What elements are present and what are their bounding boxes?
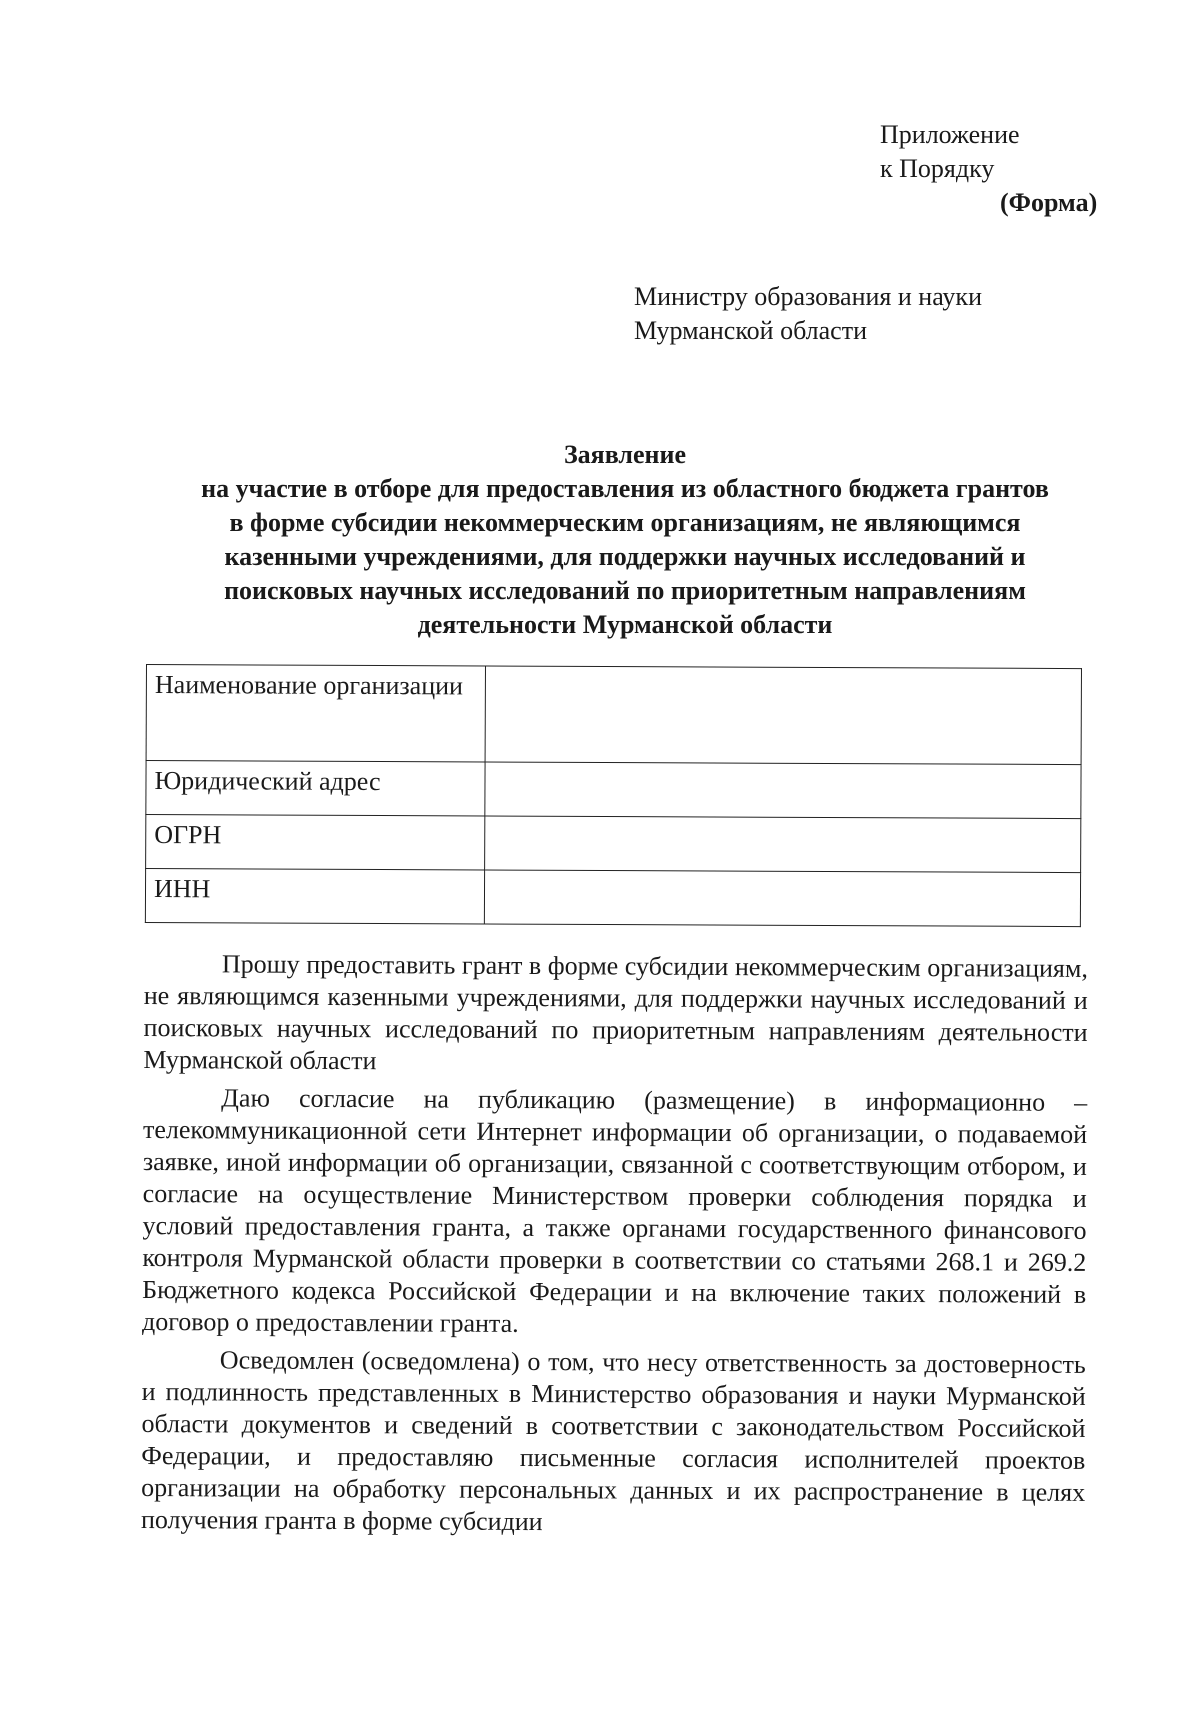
table-label-legal-address: Юридический адрес xyxy=(146,761,485,816)
table-row xyxy=(146,665,1081,765)
organization-info-table xyxy=(145,664,1082,927)
appendix-line-2: к Порядку xyxy=(880,154,995,183)
application-body xyxy=(141,948,1088,1541)
table-value-inn xyxy=(484,870,1080,927)
title-line-4: поисковых научных исследований по приоритетным направлениям xyxy=(224,576,1026,605)
table-row xyxy=(146,761,1081,819)
table-label-organization-name: Наименование организации xyxy=(146,665,485,762)
title-line-2: в форме субсидии некоммерческим организациям, не являющимся xyxy=(229,508,1021,537)
paragraph-request: Прошу предоставить грант в форме субсидии некоммерческим организациям, не являющимся казенными учреждениями, для поддержки научных исследований и поисковых научных исследований по приоритетным направлениям деятельности Мурманской области xyxy=(143,949,1088,1076)
addressee-line-1: Министру образования и науки xyxy=(634,282,982,311)
paragraph-responsibility: Осведомлен (осведомлена) о том, что несу ответственность за достоверность и подлинность представленных в Министерство образования и науки Мурманской области документов и сведений в соответствии с законодательством Российской Федерации, и предоставляю письменные согласия исполнителей проектов организации на обработку персональных данных и их распространение в целях получения гранта в форме субсидии xyxy=(140,1345,1086,1537)
table-label-inn: ИНН xyxy=(145,869,484,924)
title-line-3: казенными учреждениями, для поддержки научных исследований и xyxy=(224,542,1026,571)
table-label-ogrn: ОГРН xyxy=(146,815,485,870)
paragraph-consent: Даю согласие на публикацию (размещение) в информационно – телекоммуникационной сети Интернет информации об организации, о подаваемой заявке, иной информации об организации, связанной с соответствующим отбором, и согласие на осуществление Министерством проверки соблюдения порядка и условий предоставления гранта, а также органами государственного финансового контроля Мурманской области проверки в соответствии со статьями 268.1 и 269.2 Бюджетного кодекса Российской Федерации и на включение таких положений в договор о предоставлении гранта. xyxy=(141,1083,1088,1338)
title-heading: Заявление xyxy=(563,440,687,469)
title-line-1: на участие в отборе для предоставления из областного бюджета грантов xyxy=(201,474,1049,503)
title-line-5: деятельности Мурманской области xyxy=(417,610,833,639)
appendix-line-1: Приложение xyxy=(880,120,1020,149)
document-title xyxy=(140,438,1110,642)
form-mark: (Форма) xyxy=(1000,188,1098,217)
table-row xyxy=(146,815,1081,873)
table-value-organization-name xyxy=(485,666,1081,765)
addressee-block xyxy=(634,280,982,348)
table-value-ogrn xyxy=(485,816,1081,873)
table-row xyxy=(145,869,1080,927)
appendix-note xyxy=(880,118,1020,186)
table-value-legal-address xyxy=(485,762,1081,819)
addressee-line-2: Мурманской области xyxy=(634,316,867,345)
